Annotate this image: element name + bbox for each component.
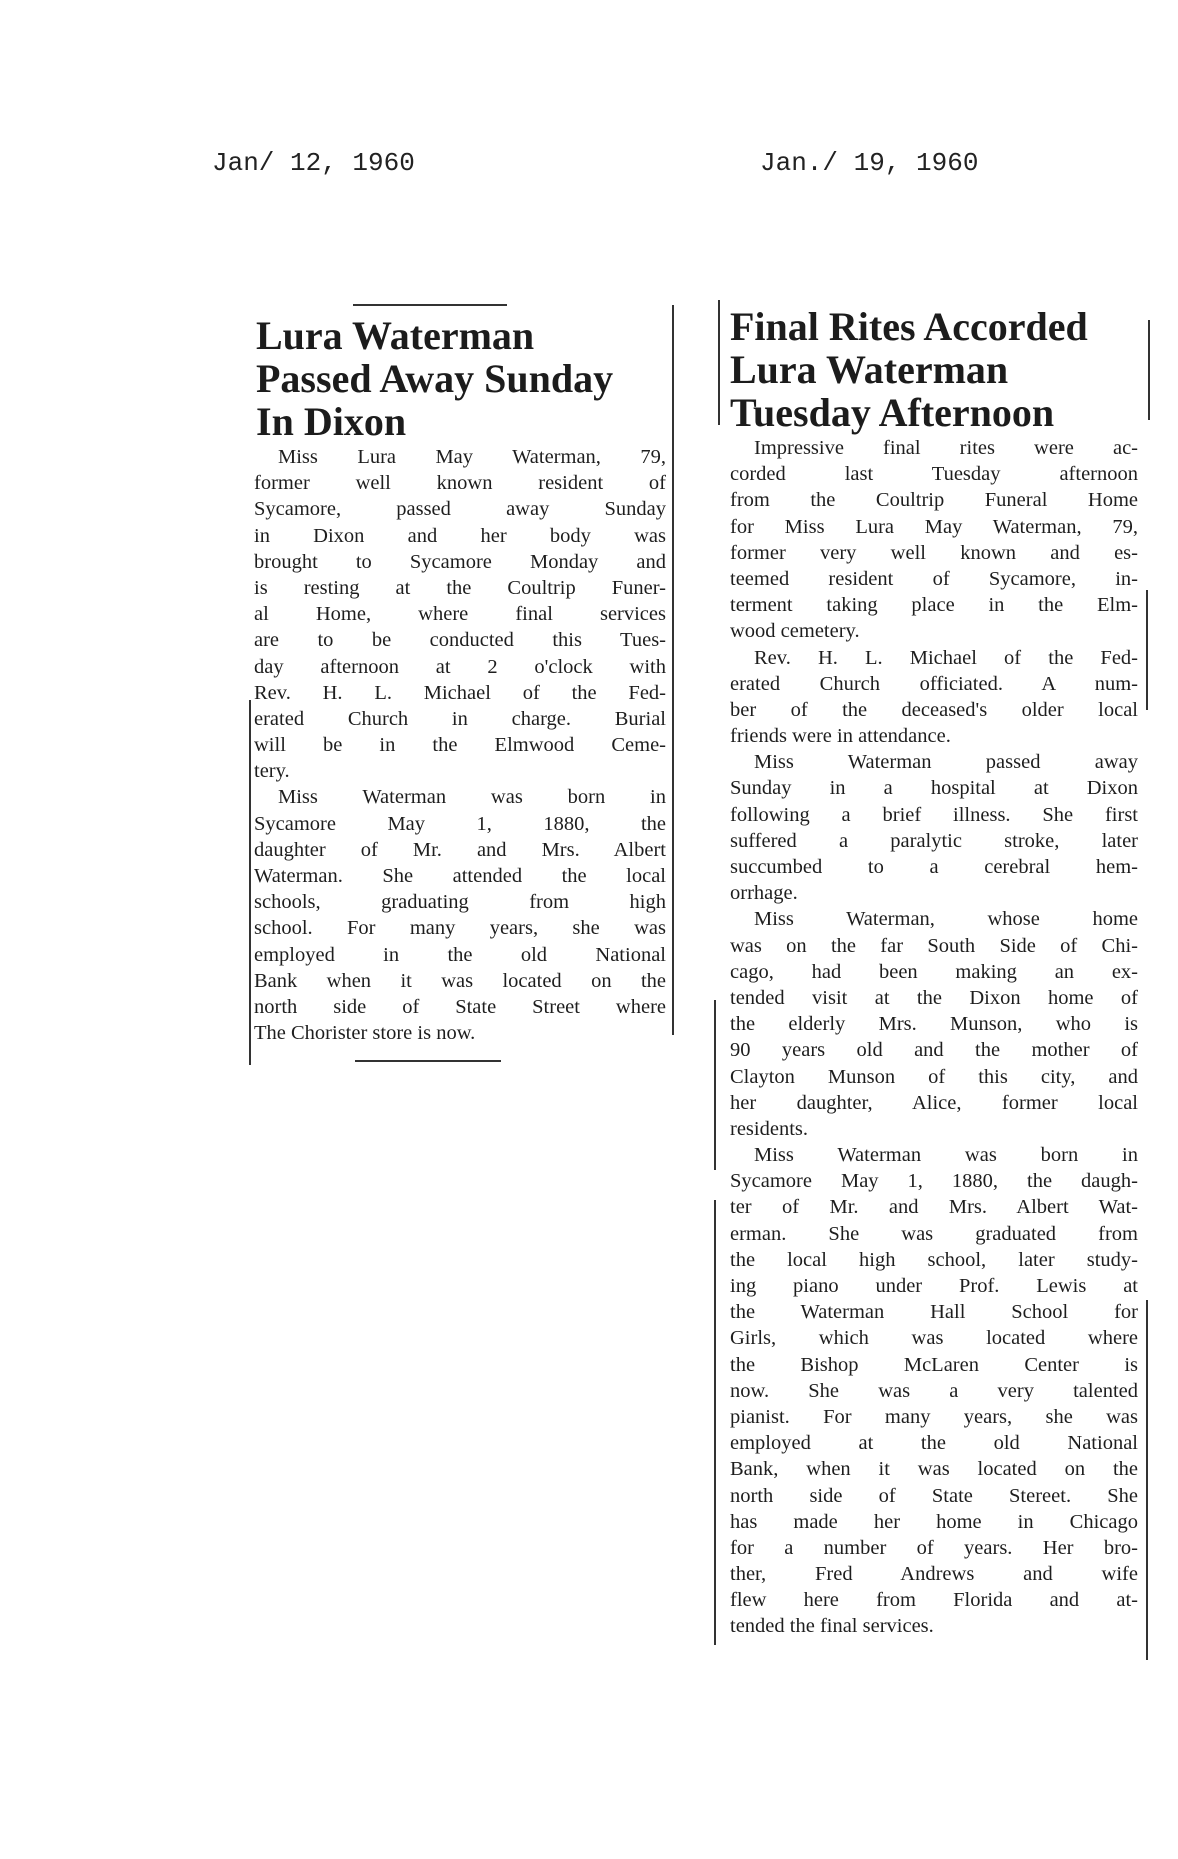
- text-line: Miss Lura May Waterman, 79,: [278, 446, 666, 468]
- text-line: will be in the Elmwood Ceme-: [254, 734, 666, 757]
- text-line: flew here from Florida and at-: [730, 1589, 1138, 1612]
- text-line: the elderly Mrs. Munson, who is: [730, 1013, 1138, 1036]
- bottom-rule-left: [355, 1060, 501, 1062]
- text-line: succumbed to a cerebral hem-: [730, 856, 1138, 878]
- text-line: following a brief illness. She first: [730, 803, 1138, 826]
- text-line: Miss Waterman was born in: [278, 786, 666, 809]
- text-line: Miss Waterman was born in: [754, 1144, 1138, 1167]
- text-line: 90 years old and the mother of: [730, 1039, 1138, 1062]
- headline-line: Passed Away Sunday: [256, 356, 614, 401]
- text-line: now. She was a very talented: [730, 1379, 1138, 1402]
- column-rule: [1146, 590, 1148, 710]
- text-line: former very well known and es-: [730, 541, 1138, 564]
- text-line: employed at the old National: [730, 1432, 1138, 1455]
- left-headline: [256, 314, 613, 443]
- text-line: residents.: [730, 1117, 808, 1140]
- text-line: Miss Waterman passed away: [754, 751, 1138, 774]
- text-line: for Miss Lura May Waterman, 79,: [730, 515, 1138, 538]
- text-line: the Bishop McLaren Center is: [730, 1353, 1138, 1376]
- text-line: corded last Tuesday afternoon: [730, 463, 1138, 486]
- text-line: schools, graduating from high: [254, 891, 666, 914]
- text-line: cago, had been making an ex-: [730, 960, 1138, 983]
- text-line: ter of Mr. and Mrs. Albert Wat-: [730, 1196, 1138, 1219]
- text-line: Miss Waterman, whose home: [754, 908, 1138, 931]
- text-line: erated Church in charge. Burial: [254, 707, 666, 730]
- text-line: teemed resident of Sycamore, in-: [730, 567, 1138, 590]
- text-line: erman. She was graduated from: [730, 1222, 1138, 1245]
- text-line: tery.: [254, 760, 290, 783]
- text-line: wood cemetery.: [730, 620, 860, 643]
- column-rule: [718, 300, 720, 425]
- date-right: Jan./ 19, 1960: [760, 148, 979, 178]
- column-rule: [714, 1200, 716, 1645]
- text-line: Rev. H. L. Michael of the Fed-: [254, 681, 666, 704]
- text-line: the Waterman Hall School for: [730, 1301, 1138, 1324]
- column-rule: [1148, 320, 1150, 420]
- text-line: Clayton Munson of this city, and: [730, 1065, 1138, 1088]
- text-line: for a number of years. Her bro-: [730, 1536, 1138, 1559]
- text-line: from the Coultrip Funeral Home: [730, 489, 1138, 512]
- text-line: orrhage.: [730, 882, 798, 905]
- headline-line: Lura Waterman: [256, 313, 535, 358]
- text-line: employed in the old National: [254, 943, 666, 966]
- text-line: daughter of Mr. and Mrs. Albert: [254, 838, 666, 861]
- right-headline: [730, 305, 1088, 434]
- text-line: in Dixon and her body was: [254, 524, 666, 547]
- text-line: former well known resident of: [254, 472, 666, 495]
- text-line: is resting at the Coultrip Funer-: [254, 576, 666, 599]
- column-rule: [1146, 1300, 1148, 1660]
- left-article-body: [254, 444, 666, 1046]
- text-line: terment taking place in the Elm-: [730, 594, 1138, 617]
- text-line: Sunday in a hospital at Dixon: [730, 777, 1138, 800]
- text-line: pianist. For many years, she was: [730, 1405, 1138, 1428]
- text-line: erated Church officiated. A num-: [730, 672, 1138, 695]
- text-line: Sycamore May 1, 1880, the: [254, 812, 666, 835]
- text-line: friends were in attendance.: [730, 725, 951, 748]
- top-rule-left: [353, 304, 507, 306]
- column-rule: [714, 1000, 716, 1170]
- text-line: north side of State Street where: [254, 995, 666, 1018]
- column-rule: [249, 700, 251, 1065]
- text-line: Girls, which was located where: [730, 1327, 1138, 1350]
- text-line: school. For many years, she was: [254, 917, 666, 940]
- text-line: al Home, where final services: [254, 603, 666, 626]
- right-article-body: [730, 435, 1138, 1640]
- text-line: Sycamore May 1, 1880, the daugh-: [730, 1170, 1138, 1193]
- text-line: tended the final services.: [730, 1615, 934, 1638]
- text-line: ing piano under Prof. Lewis at: [730, 1275, 1138, 1297]
- text-line: Bank, when it was located on the: [730, 1458, 1138, 1481]
- text-line: tended visit at the Dixon home of: [730, 986, 1138, 1009]
- headline-line: In Dixon: [256, 399, 407, 444]
- text-line: Impressive final rites were ac-: [754, 437, 1138, 459]
- text-line: Waterman. She attended the local: [254, 865, 666, 887]
- headline-line: Tuesday Afternoon: [730, 390, 1055, 435]
- text-line: the local high school, later study-: [730, 1248, 1138, 1271]
- text-line: are to be conducted this Tues-: [254, 629, 666, 652]
- text-line: has made her home in Chicago: [730, 1510, 1138, 1533]
- text-line: The Chorister store is now.: [254, 1022, 476, 1045]
- text-line: was on the far South Side of Chi-: [730, 934, 1138, 957]
- text-line: her daughter, Alice, former local: [730, 1091, 1138, 1114]
- date-left: Jan/ 12, 1960: [212, 148, 415, 178]
- text-line: north side of State Stereet. She: [730, 1484, 1138, 1507]
- text-line: suffered a paralytic stroke, later: [730, 829, 1138, 852]
- column-rule: [672, 305, 674, 1035]
- headline-line: Final Rites Accorded: [730, 304, 1088, 349]
- text-line: Rev. H. L. Michael of the Fed-: [754, 646, 1138, 669]
- text-line: Sycamore, passed away Sunday: [254, 498, 666, 521]
- headline-line: Lura Waterman: [730, 347, 1009, 392]
- text-line: day afternoon at 2 o'clock with: [254, 655, 666, 678]
- text-line: ber of the deceased's older local: [730, 698, 1138, 721]
- text-line: brought to Sycamore Monday and: [254, 550, 666, 573]
- text-line: Bank when it was located on the: [254, 969, 666, 992]
- text-line: ther, Fred Andrews and wife: [730, 1563, 1138, 1586]
